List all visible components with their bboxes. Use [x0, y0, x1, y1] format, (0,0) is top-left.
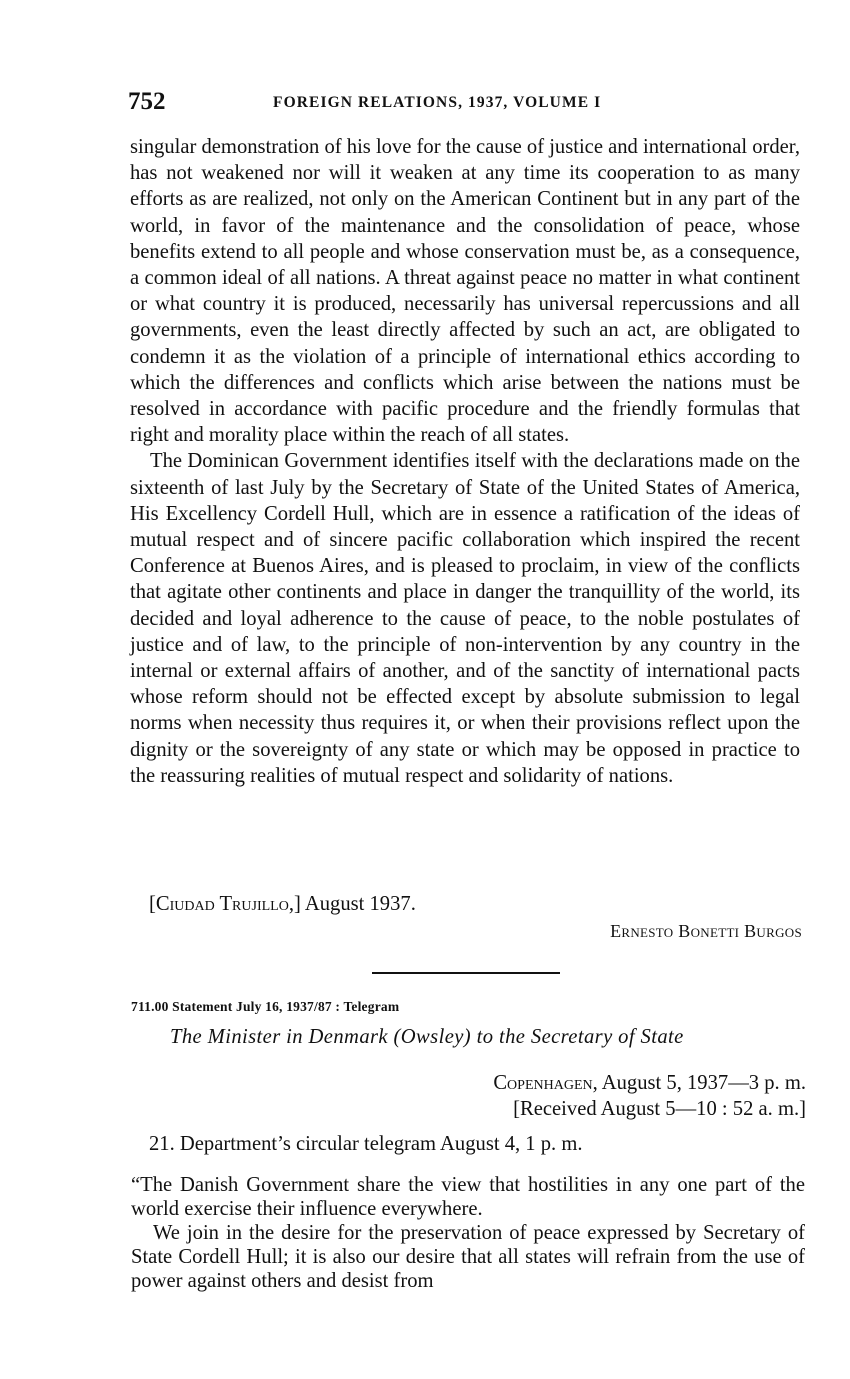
- file-reference: 711.00 Statement July 16, 1937/87 : Telegram: [131, 999, 400, 1014]
- received-line: [Received August 5—10 : 52 a. m.]: [513, 1098, 806, 1120]
- page-number: 752: [128, 88, 166, 115]
- page-header: [128, 88, 800, 122]
- document-title: The Minister in Denmark (Owsley) to the Secretary of State: [170, 1026, 684, 1048]
- quote-paragraph: “The Danish Government share the view that hostilities in any one part of the world exercise their influence everywhere.: [131, 1174, 805, 1220]
- place-name: Ciudad Trujillo,: [155, 893, 294, 915]
- place-date-line: [149, 893, 416, 916]
- body-text: [130, 134, 800, 789]
- section-divider: [372, 972, 560, 974]
- dateline-city: Copenhagen,: [493, 1072, 598, 1094]
- bracket-open: [: [149, 893, 156, 915]
- paragraph-dominican-government: The Dominican Government identifies itself with the declarations made on the sixteenth of last July by the Secretary of State of the United States of America, His Excellency Cordell Hull, which are in essence a ratification of the ideas of mutual respect and of sincere pacific collaboration which inspired the recent Conference at Buenos Aires, and is pleased to proclaim, in view of the conflicts that agitate other continents and place in danger the tranquillity of the world, its decided and loyal adherence to the cause of peace, to the noble postulates of justice and of law, to the principle of non-intervention by any country in the internal or external affairs of another, and of the sanctity of international pacts whose reform should not be effected except by absolute submission to legal norms when necessity thus requires it, or when their provisions reflect upon the dignity or the sovereignty of any state or which may be opposed in practice to the reassuring realities of mutual respect and solidarity of nations.: [130, 450, 800, 787]
- running-title: FOREIGN RELATIONS, 1937, VOLUME I: [273, 94, 602, 111]
- telegram-quote: [131, 1173, 805, 1293]
- telegram-reference: 21. Department’s circular telegram August 4, 1 p. m.: [149, 1133, 583, 1155]
- dateline-time: August 5, 1937—3 p. m.: [601, 1072, 806, 1094]
- paragraph-continuation: singular demonstration of his love for the cause of justice and international order, has not weakened nor will it weaken at any time its cooperation to as many efforts as are realized, not only on the American Continent but in any part of the world, in favor of the maintenance and the consolidation of peace, whose benefits extend to all people and whose conservation must be, as a consequence, a common ideal of all nations. A threat against peace no matter in what continent or what country it is produced, necessarily has universal repercussions and all governments, even the least directly affected by such an act, are obligated to condemn it as the violation of a principle of international ethics according to which the differences and conflicts which arise between the nations must be resolved in accordance with pacific procedure and the friendly formulas that right and morality place within the reach of all states.: [130, 136, 800, 447]
- document-date: August 1937.: [304, 893, 416, 915]
- dateline: [493, 1072, 806, 1095]
- quote-paragraph: We join in the desire for the preservation of peace expressed by Secretary of State Cordell Hull; it is also our desire that all states will refrain from the use of power against others and desist from: [131, 1222, 805, 1292]
- bracket-close: ]: [293, 893, 301, 915]
- signer-name: Ernesto Bonetti Burgos: [610, 921, 802, 941]
